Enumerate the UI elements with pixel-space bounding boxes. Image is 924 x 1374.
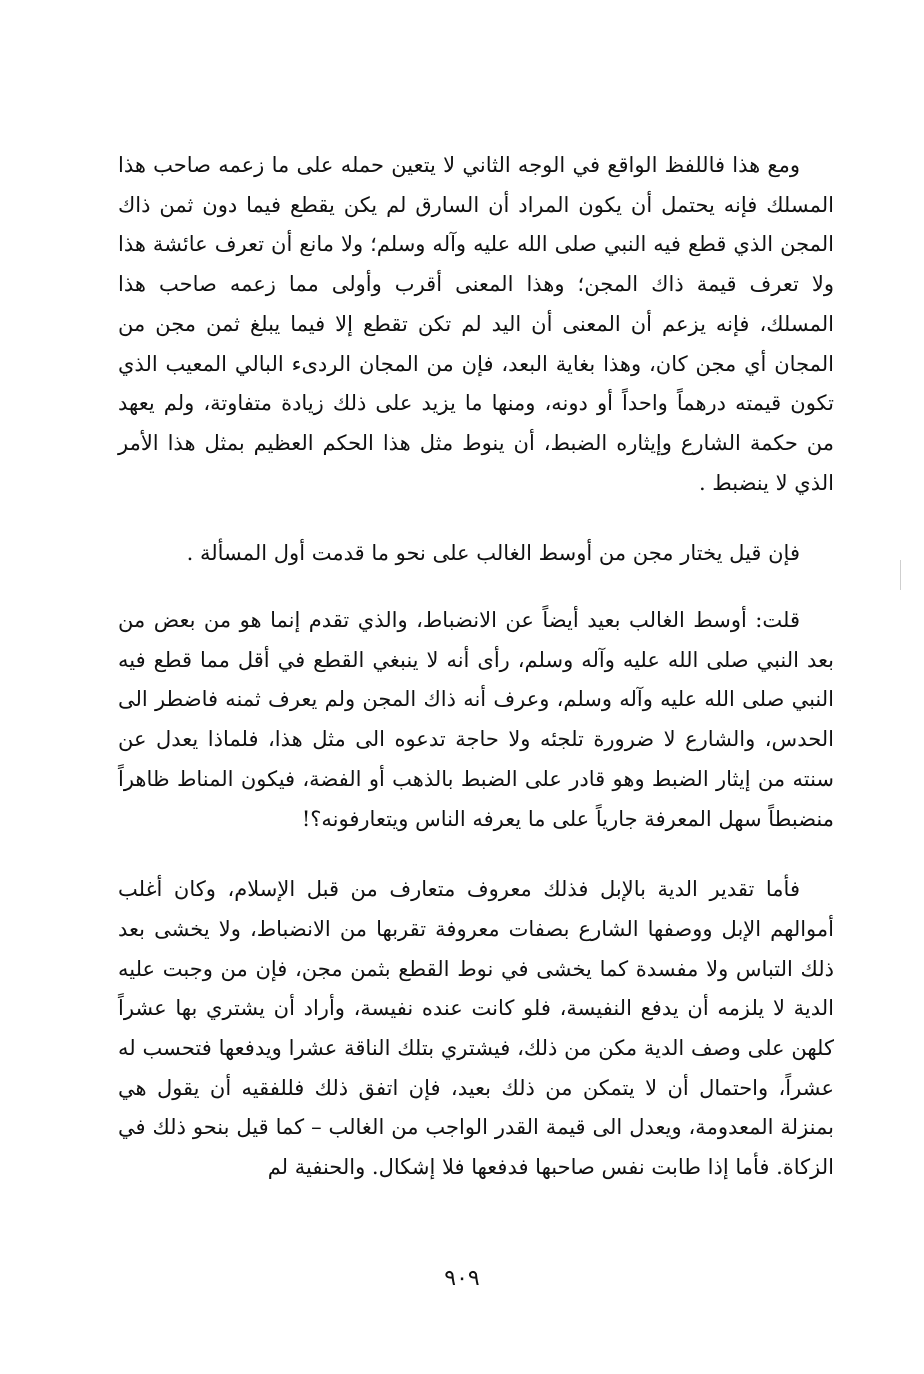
page-number: ٩٠٩: [444, 1266, 480, 1291]
page-body: [118, 146, 834, 1188]
paragraph-4: فأما تقدير الدية بالإبل فذلك معروف متعارف من قبل الإسلام، وكان أغلب أموالهم الإبل ووصفها الشارع بصفات معروفة تقربها من الانضباط، ولا يخشى بعد ذلك التباس ولا مفسدة كما يخشى في نوط القطع بثمن مجن، فإن من وجبت عليه الدية لا يلزمه أن يدفع النفيسة، فلو كانت عنده نفيسة، وأراد أن يشتري بها عشراً كلهن على وصف الدية مكن من ذلك، فيشتري بتلك الناقة عشرا ويدفعها فتحسب له عشراً، واحتمال أن لا يتمكن من ذلك بعيد، فإن اتفق ذلك فللفقيه أن يقول هي بمنزلة المعدومة، ويعدل الى قيمة القدر الواجب من الغالب – كما قيل بنحو ذلك في الزكاة. فأما إذا طابت نفس صاحبها فدفعها فلا إشكال. والحنفية لم: [118, 877, 834, 1180]
paragraph-2: فإن قيل يختار مجن من أوسط الغالب على نحو ما قدمت أول المسألة .: [186, 541, 800, 566]
scan-edge-mark: [900, 560, 901, 590]
paragraph-3: قلت: أوسط الغالب بعيد أيضاً عن الانضباط، والذي تقدم إنما هو من بعض من بعد النبي صلى الله عليه وآله وسلم، رأى أنه لا ينبغي القطع في أقل مما قطع فيه النبي صلى الله عليه وآله وسلم، وعرف أنه ذاك المجن ولم يعرف ثمنه فاضطر الى الحدس، والشارع لا ضرورة تلجئه ولا حاجة تدعوه الى مثل هذا، فلماذا يعدل عن سنته من إيثار الضبط وهو قادر على الضبط بالذهب أو الفضة، فيكون المناط ظاهراً منضبطاً سهل المعرفة جارياً على ما يعرفه الناس ويتعارفونه؟!: [118, 608, 834, 831]
paragraph-1: ومع هذا فاللفظ الواقع في الوجه الثاني لا يتعين حمله على ما زعمه صاحب هذا المسلك فإنه يحتمل أن يكون المراد أن السارق لم يكن يقطع فيما دون ثمن ذاك المجن الذي قطع فيه النبي صلى الله عليه وآله وسلم؛ ولا مانع أن تعرف عائشة هذا ولا تعرف قيمة ذاك المجن؛ وهذا المعنى أقرب وأولى مما زعمه صاحب هذا المسلك، فإنه يزعم أن المعنى أن اليد لم تكن تقطع إلا فيما يبلغ ثمن مجن من المجان أي مجن كان، وهذا بغاية البعد، فإن من المجان الردىء البالي المعيب الذي تكون قيمته درهماً واحداً أو دونه، ومنها ما يزيد على ذلك زيادة متفاوتة، ولم يعهد من حكمة الشارع وإيثاره الضبط، أن ينوط مثل هذا الحكم العظيم بمثل هذا الأمر الذي لا ينضبط .: [118, 153, 834, 495]
